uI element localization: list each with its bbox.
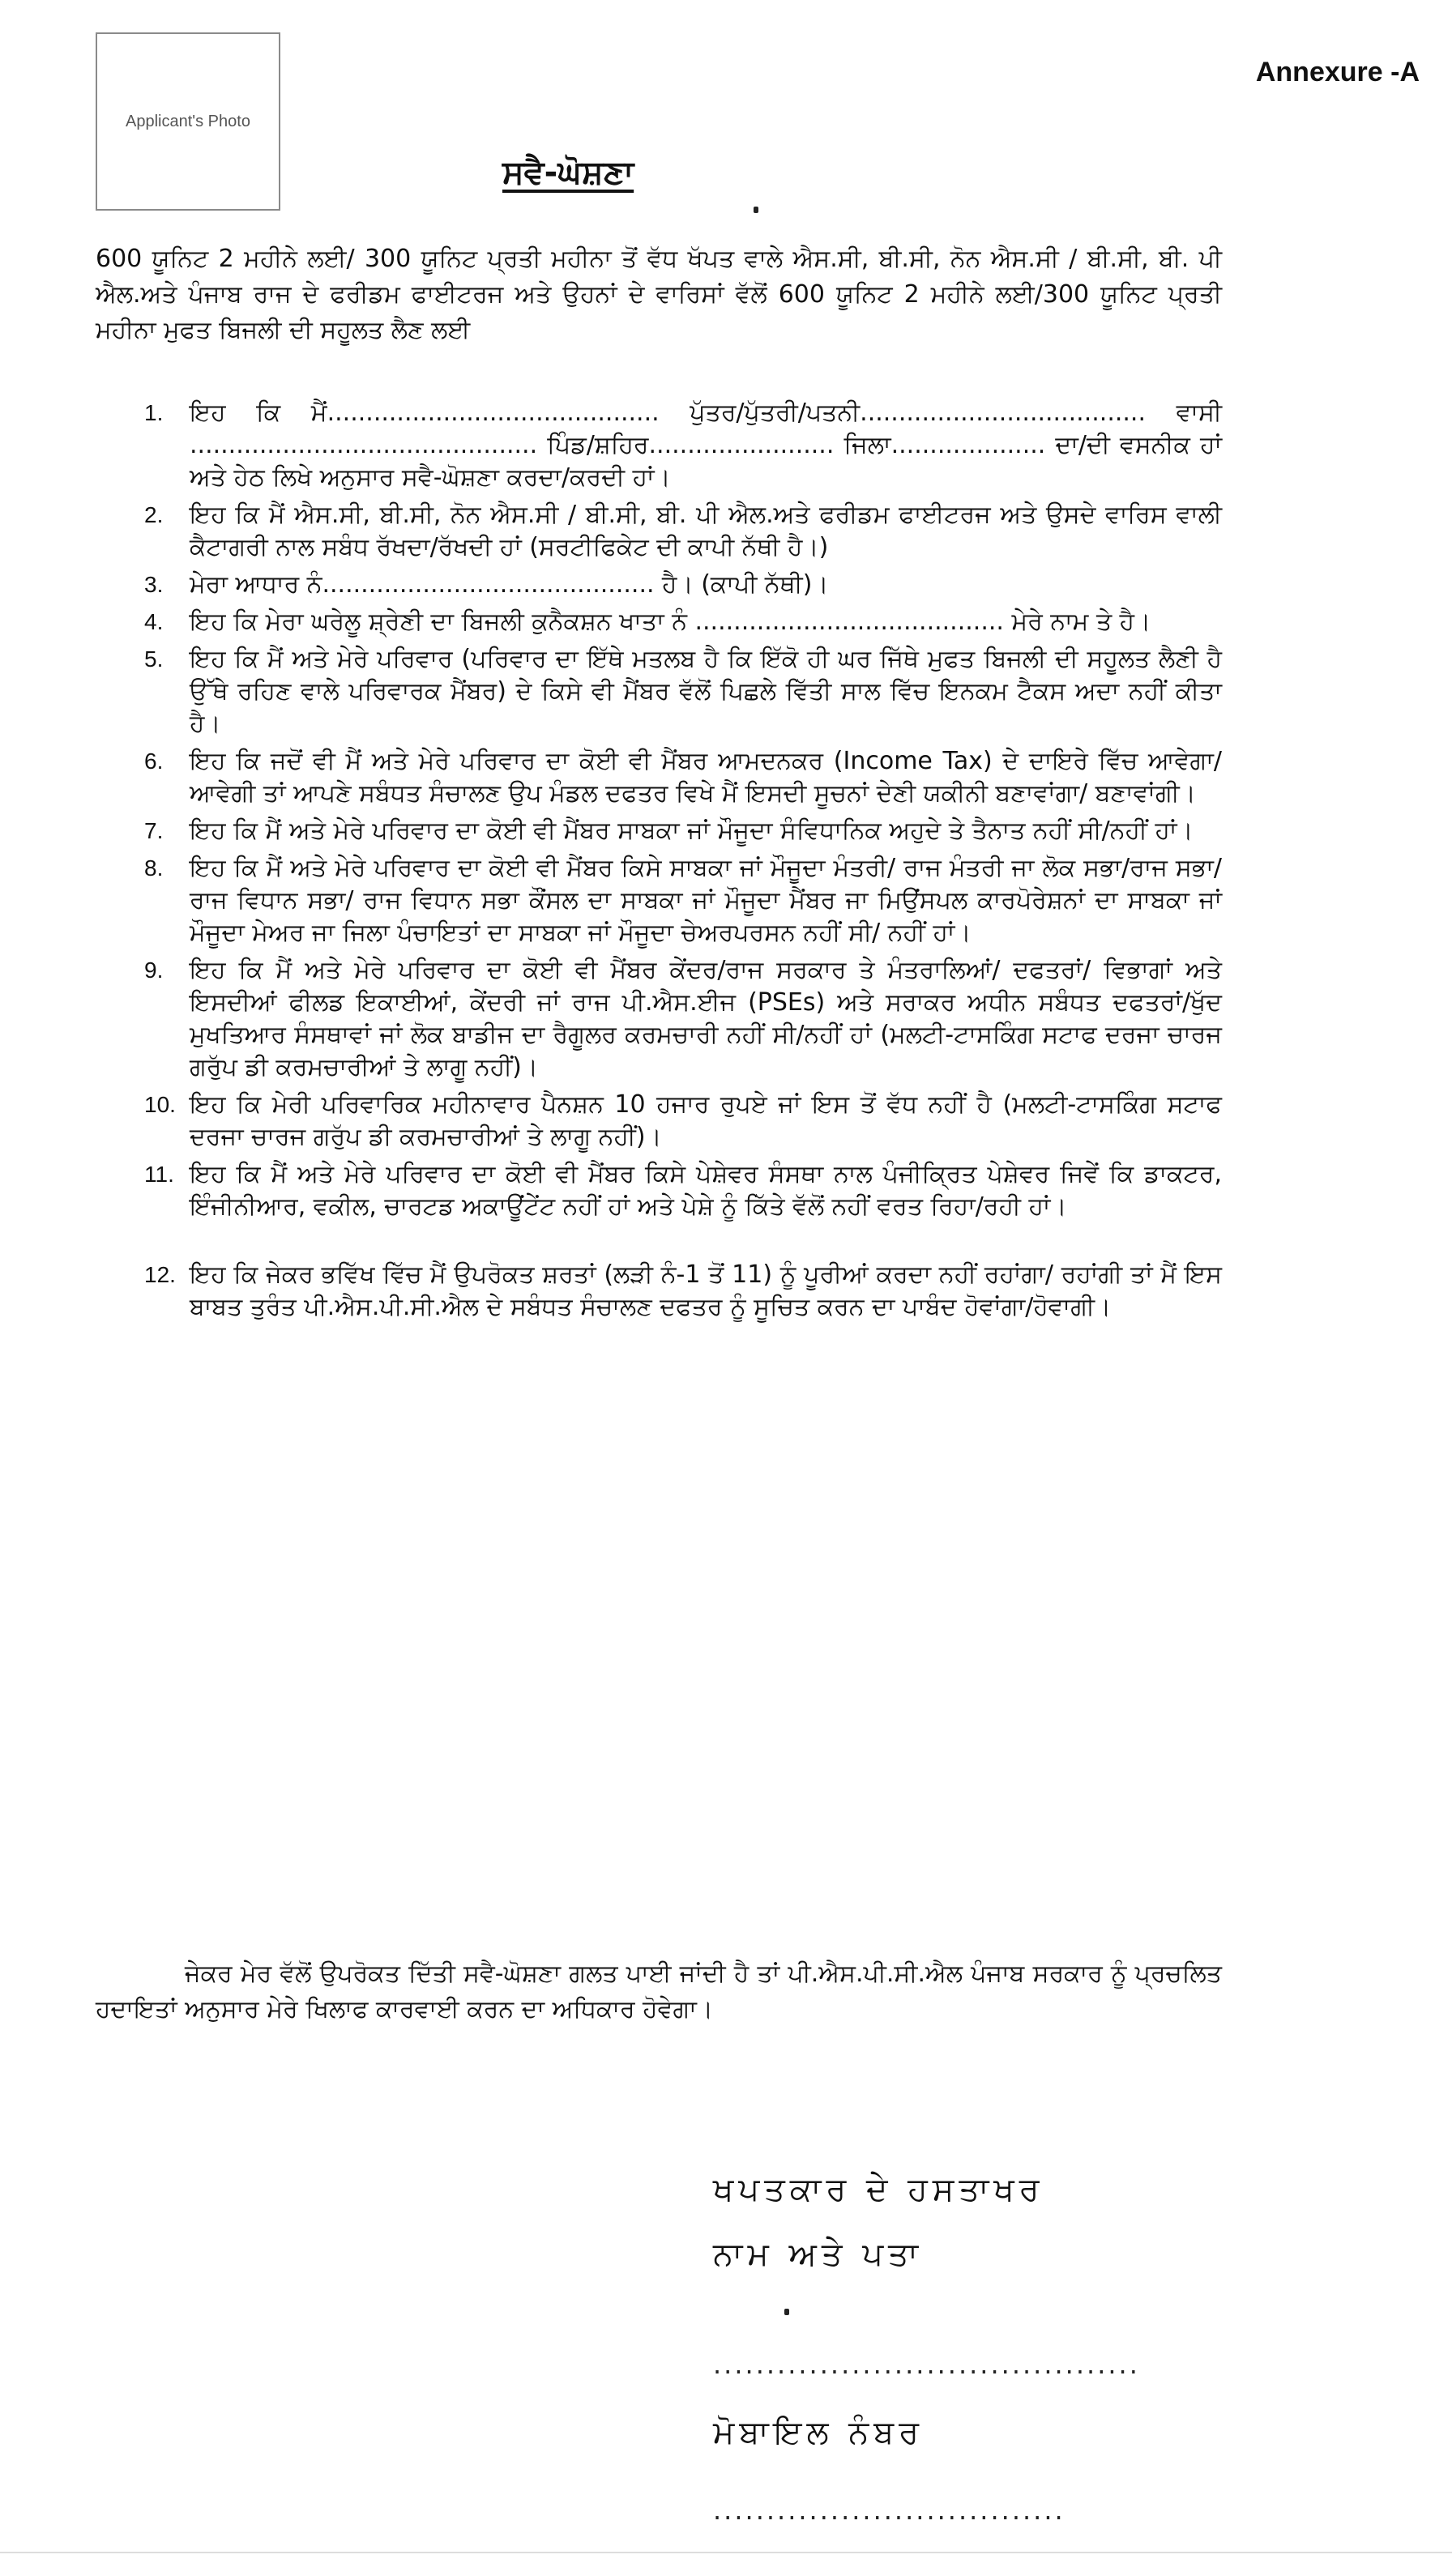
clause-text: ਇਹ ਕਿ ਮੈਂ ਅਤੇ ਮੇਰੇ ਪਰਿਵਾਰ ਦਾ ਕੋਈ ਵੀ ਮੈਂਬਰ ਕਿਸੇ ਸਾਬਕਾ ਜਾਂ ਮੌਜੂਦਾ ਮੰਤਰੀ/ ਰਾਜ ਮੰਤਰੀ ਜਾ ਲੋਕ ਸਭਾ/ਰਾਜ ਸਭਾ/ ਰਾਜ ਵਿਧਾਨ ਸਭਾ/ ਰਾਜ ਵਿਧਾਨ ਸਭਾ ਕੌਂਸਲ ਦਾ ਸਾਬਕਾ ਜਾਂ ਮੌਜੂਦਾ ਮੈਂਬਰ ਜਾ ਮਿਉਂਸਪਲ ਕਾਰਪੋਰੇਸ਼ਨਾਂ ਦਾ ਸਾਬਕਾ ਜਾਂ ਮੌਜੂਦਾ ਮੇਅਰ ਜਾ ਜਿਲਾ ਪੰਚਾਇਤਾਂ ਦਾ ਸਾਬਕਾ ਜਾਂ ਮੌਜੂਦਾ ਚੇਅਰਪਰਸਨ ਨਹੀਂ ਸੀ/ ਨਹੀਂ ਹਾਂ।	[190, 854, 1222, 947]
clause-12	[144, 1259, 1222, 1324]
clause-number: 9.	[144, 957, 164, 983]
scan-speck	[784, 2309, 789, 2315]
annexure-label: Annexure -A	[1255, 57, 1420, 87]
scan-edge-line	[0, 2552, 1452, 2553]
clause-text: ਮੇਰਾ ਆਧਾਰ ਨੰ........................................... ਹੈ। (ਕਾਪੀ ਨੱਥੀ)।	[190, 570, 829, 599]
clause-number: 10.	[144, 1092, 176, 1117]
mobile-number-label: ਮੋਬਾਇਲ ਨੰਬਰ	[713, 2414, 924, 2451]
clause-text: ਇਹ ਕਿ ਮੈਂ........................................... ਪੁੱਤਰ/ਪੁੱਤਰੀ/ਪਤਨੀ..................................... ਵਾਸੀ ............................................. ਪਿੰਡ/ਸ਼ਹਿਰ........................ ਜਿਲਾ.................... ਦਾ/ਦੀ ਵਸਨੀਕ ਹਾਂ ਅਤੇ ਹੇਠ ਲਿਖੇ ਅਨੁਸਾਰ ਸਵੈ-ਘੋਸ਼ਣਾ ਕਰਦਾ/ਕਰਦੀ ਹਾਂ।	[190, 399, 1222, 492]
clause-text: ਇਹ ਕਿ ਮੈਂ ਅਤੇ ਮੇਰੇ ਪਰਿਵਾਰ (ਪਰਿਵਾਰ ਦਾ ਇੱਥੇ ਮਤਲਬ ਹੈ ਕਿ ਇੱਕੋ ਹੀ ਘਰ ਜਿੱਥੇ ਮੁਫਤ ਬਿਜਲੀ ਦੀ ਸਹੂਲਤ ਲੈਣੀ ਹੈ ਉੱਥੇ ਰਹਿਣ ਵਾਲੇ ਪਰਿਵਾਰਕ ਮੈਂਬਰ) ਦੇ ਕਿਸੇ ਵੀ ਮੈਂਬਰ ਵੱਲੋਂ ਪਿਛਲੇ ਵਿੱਤੀ ਸਾਲ ਵਿੱਚ ਇਨਕਮ ਟੈਕਸ ਅਦਾ ਨਹੀਂ ਕੀਤਾ ਹੈ।	[190, 645, 1222, 738]
clause-number: 11.	[144, 1162, 174, 1187]
clause-text: ਇਹ ਕਿ ਮੈਂ ਐਸ.ਸੀ, ਬੀ.ਸੀ, ਨੋਨ ਐਸ.ਸੀ / ਬੀ.ਸੀ, ਬੀ. ਪੀ ਐਲ.ਅਤੇ ਫਰੀਡਮ ਫਾਈਟਰਜ ਅਤੇ ਉਸਦੇ ਵਾਰਿਸ ਵਾਲੀ ਕੈਟਾਗਰੀ ਨਾਲ ਸਬੰਧ ਰੱਖਦਾ/ਰੱਖਦੀ ਹਾਂ (ਸਰਟੀਫਿਕੇਟ ਦੀ ਕਾਪੀ ਨੱਥੀ ਹੈ।)	[190, 501, 1222, 561]
clause-number: 1.	[144, 400, 164, 425]
clause-text: ਇਹ ਕਿ ਮੈਂ ਅਤੇ ਮੇਰੇ ਪਰਿਵਾਰ ਦਾ ਕੋਈ ਵੀ ਮੈਂਬਰ ਕਿਸੇ ਪੇਸ਼ੇਵਰ ਸੰਸਥਾ ਨਾਲ ਪੰਜੀਕ੍ਰਿਤ ਪੇਸ਼ੇਵਰ ਜਿਵੇਂ ਕਿ ਡਾਕਟਰ, ਇੰਜੀਨੀਆਰ, ਵਕੀਲ, ਚਾਰਟਡ ਅਕਾਊਂਟੇਂਟ ਨਹੀਂ ਹਾਂ ਅਤੇ ਪੇਸ਼ੇ ਨੂੰ ਕਿੱਤੇ ਵੱਲੋਂ ਨਹੀਂ ਵਰਤ ਰਿਹਾ/ਰਹੀ ਹਾਂ।	[190, 1160, 1222, 1221]
clause-5	[144, 643, 1222, 740]
clause-number: 12.	[144, 1262, 176, 1287]
clause-4	[144, 606, 1222, 638]
clause-text: ਇਹ ਕਿ ਜੇਕਰ ਭਵਿੱਖ ਵਿੱਚ ਮੈਂ ਉਪਰੋਕਤ ਸ਼ਰਤਾਂ (ਲੜੀ ਨੰ-1 ਤੋਂ 11) ਨੂੰ ਪੂਰੀਆਂ ਕਰਦਾ ਨਹੀਂ ਰਹਾਂਗਾ/ ਰਹਾਂਗੀ ਤਾਂ ਮੈਂ ਇਸ ਬਾਬਤ ਤੁਰੰਤ ਪੀ.ਐਸ.ਪੀ.ਸੀ.ਐਲ ਦੇ ਸਬੰਧਤ ਸੰਚਾਲਣ ਦਫਤਰ ਨੂੰ ਸੂਚਿਤ ਕਰਨ ਦਾ ਪਾਬੰਦ ਹੋਵਾਂਗਾ/ਹੋਵਾਗੀ।	[190, 1260, 1222, 1321]
clause-11	[144, 1158, 1222, 1223]
clause-number: 2.	[144, 502, 164, 527]
name-address-line: ........................................	[713, 2349, 1140, 2380]
consumer-signature-label: ਖਪਤਕਾਰ ਦੇ ਹਸਤਾਖਰ	[713, 2171, 1044, 2208]
clause-number: 7.	[144, 818, 164, 843]
clause-3	[144, 569, 1222, 601]
clause-9	[144, 954, 1222, 1084]
clause-text: ਇਹ ਕਿ ਜਦੋਂ ਵੀ ਮੈਂ ਅਤੇ ਮੇਰੇ ਪਰਿਵਾਰ ਦਾ ਕੋਈ ਵੀ ਮੈਂਬਰ ਆਮਦਨਕਰ (Income Tax) ਦੇ ਦਾਇਰੇ ਵਿੱਚ ਆਵੇਗਾ/ਆਵੇਗੀ ਤਾਂ ਆਪਣੇ ਸਬੰਧਤ ਸੰਚਾਲਣ ਉਪ ਮੰਡਲ ਦਫਤਰ ਵਿਖੇ ਮੈਂ ਇਸਦੀ ਸੂਚਨਾਂ ਦੇਣੀ ਯਕੀਨੀ ਬਣਾਵਾਂਗਾ/ ਬਣਾਵਾਂਗੀ।	[190, 747, 1222, 808]
applicant-photo-box	[96, 32, 280, 211]
clause-number: 8.	[144, 855, 164, 881]
clause-1	[144, 397, 1222, 494]
scan-speck	[754, 207, 758, 213]
clause-number: 3.	[144, 572, 164, 597]
clause-10	[144, 1089, 1222, 1154]
mobile-number-line: .................................	[713, 2495, 1066, 2526]
name-address-label: ਨਾਮ ਅਤੇ ਪਤਾ	[713, 2236, 924, 2273]
clause-7	[144, 815, 1222, 847]
clause-number: 5.	[144, 646, 164, 672]
clause-text: ਇਹ ਕਿ ਮੈਂ ਅਤੇ ਮੇਰੇ ਪਰਿਵਾਰ ਦਾ ਕੋਈ ਵੀ ਮੈਂਬਰ ਸਾਬਕਾ ਜਾਂ ਮੌਜੂਦਾ ਸੰਵਿਧਾਨਿਕ ਅਹੁਦੇ ਤੇ ਤੈਨਾਤ ਨਹੀਂ ਸੀ/ਨਹੀਂ ਹਾਂ।	[190, 817, 1194, 845]
clause-number: 6.	[144, 748, 164, 774]
clause-number: 4.	[144, 609, 164, 634]
clause-list	[144, 397, 1222, 1329]
closing-paragraph: ਜੇਕਰ ਮੇਰ ਵੱਲੋਂ ਉਪਰੋਕਤ ਦਿੱਤੀ ਸਵੈ-ਘੋਸ਼ਣਾ ਗਲਤ ਪਾਈ ਜਾਂਦੀ ਹੈ ਤਾਂ ਪੀ.ਐਸ.ਪੀ.ਸੀ.ਐਲ ਪੰਜਾਬ ਸਰਕਾਰ ਨੂੰ ਪ੍ਰਚਲਿਤ ਹਦਾਇਤਾਂ ਅਨੁਸਾਰ ਮੇਰੇ ਖਿਲਾਫ ਕਾਰਵਾਈ ਕਰਨ ਦਾ ਅਧਿਕਾਰ ਹੋਵੇਗਾ।	[96, 1960, 1222, 2024]
clause-2	[144, 499, 1222, 564]
page-title: ਸਵੈ-ਘੋਸ਼ਣਾ	[502, 154, 634, 191]
clause-6	[144, 745, 1222, 810]
clause-8	[144, 852, 1222, 949]
clause-text: ਇਹ ਕਿ ਮੈਂ ਅਤੇ ਮੇਰੇ ਪਰਿਵਾਰ ਦਾ ਕੋਈ ਵੀ ਮੈਂਬਰ ਕੇਂਦਰ/ਰਾਜ ਸਰਕਾਰ ਤੇ ਮੰਤਰਾਲਿਆਂ/ ਦਫਤਰਾਂ/ ਵਿਭਾਗਾਂ ਅਤੇ ਇਸਦੀਆਂ ਫੀਲਡ ਇਕਾਈਆਂ, ਕੇਂਦਰੀ ਜਾਂ ਰਾਜ ਪੀ.ਐਸ.ਈਜ (PSEs) ਅਤੇ ਸਰਾਕਰ ਅਧੀਨ ਸਬੰਧਤ ਦਫਤਰਾਂ/ਖੁੱਦ ਮੁਖਤਿਆਰ ਸੰਸਥਾਵਾਂ ਜਾਂ ਲੋਕ ਬਾਡੀਜ ਦਾ ਰੈਗੂਲਰ ਕਰਮਚਾਰੀ ਨਹੀਂ ਸੀ/ਨਹੀਂ ਹਾਂ (ਮਲਟੀ-ਟਾਸਕਿੰਗ ਸਟਾਫ ਦਰਜਾ ਚਾਰਜ ਗਰੁੱਪ ਡੀ ਕਰਮਚਾਰੀਆਂ ਤੇ ਲਾਗੂ ਨਹੀਂ)।	[190, 956, 1222, 1081]
clause-text: ਇਹ ਕਿ ਮੇਰਾ ਘਰੇਲੂ ਸ਼੍ਰੇਣੀ ਦਾ ਬਿਜਲੀ ਕੁਨੈਕਸ਼ਨ ਖਾਤਾ ਨੰ ........................................ ਮੇਰੇ ਨਾਮ ਤੇ ਹੈ।	[190, 608, 1151, 636]
intro-paragraph: 600 ਯੂਨਿਟ 2 ਮਹੀਨੇ ਲਈ/ 300 ਯੂਨਿਟ ਪ੍ਰਤੀ ਮਹੀਨਾ ਤੋਂ ਵੱਧ ਖੱਪਤ ਵਾਲੇ ਐਸ.ਸੀ, ਬੀ.ਸੀ, ਨੋਨ ਐਸ.ਸੀ / ਬੀ.ਸੀ, ਬੀ. ਪੀ ਐਲ.ਅਤੇ ਪੰਜਾਬ ਰਾਜ ਦੇ ਫਰੀਡਮ ਫਾਈਟਰਜ ਅਤੇ ਉਹਨਾਂ ਦੇ ਵਾਰਿਸਾਂ ਵੱਲੋਂ 600 ਯੂਨਿਟ 2 ਮਹੀਨੇ ਲਈ/300 ਯੂਨਿਟ ਪ੍ਰਤੀ ਮਹੀਨਾ ਮੁਫਤ ਬਿਜਲੀ ਦੀ ਸਹੂਲਤ ਲੈਣ ਲਈ	[96, 245, 1222, 344]
photo-label: Applicant's Photo	[126, 112, 250, 130]
clause-text: ਇਹ ਕਿ ਮੇਰੀ ਪਰਿਵਾਰਿਕ ਮਹੀਨਾਵਾਰ ਪੈਨਸ਼ਨ 10 ਹਜਾਰ ਰੁਪਏ ਜਾਂ ਇਸ ਤੋਂ ਵੱਧ ਨਹੀਂ ਹੈ (ਮਲਟੀ-ਟਾਸਕਿੰਗ ਸਟਾਫ ਦਰਜਾ ਚਾਰਜ ਗਰੁੱਪ ਡੀ ਕਰਮਚਾਰੀਆਂ ਤੇ ਲਾਗੂ ਨਹੀਂ)।	[190, 1090, 1222, 1151]
